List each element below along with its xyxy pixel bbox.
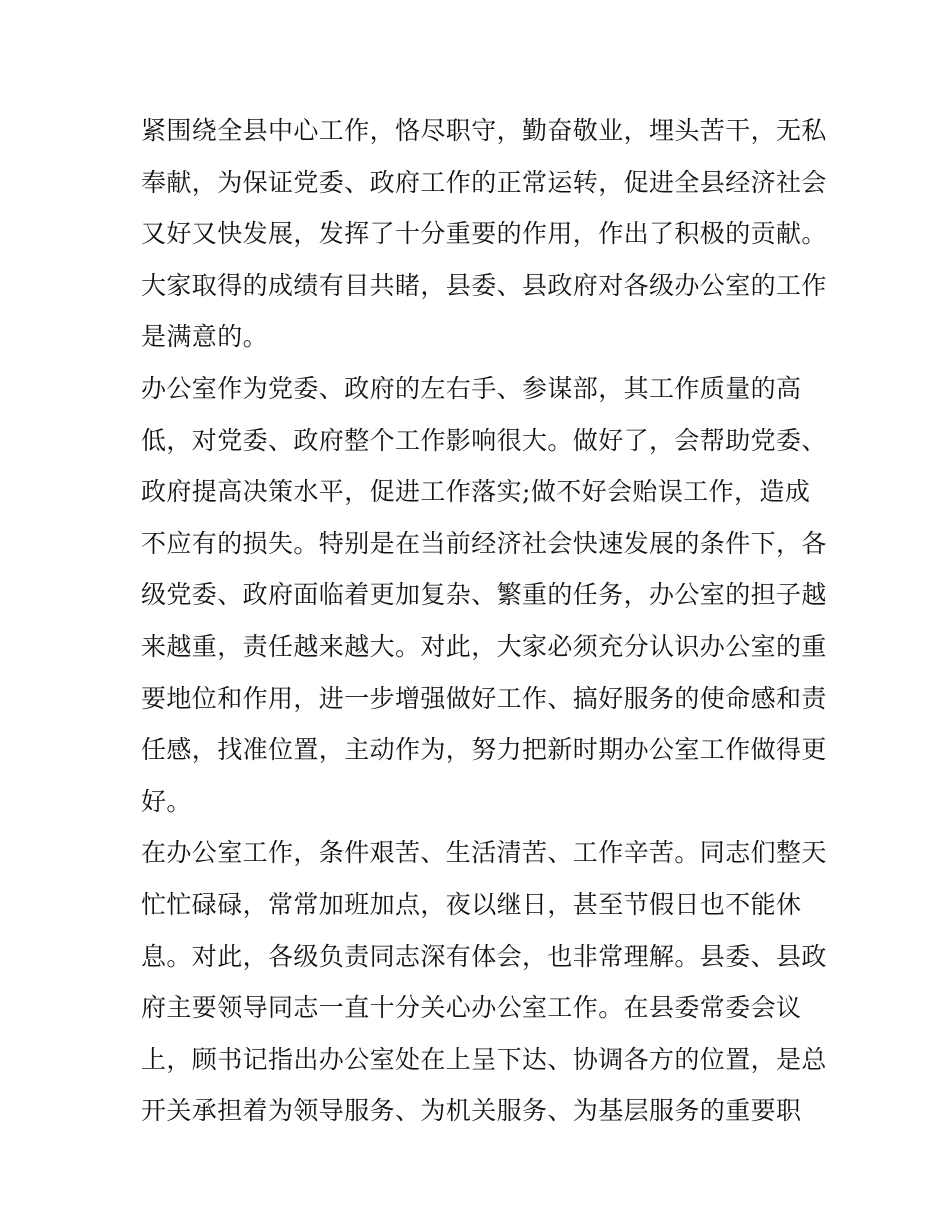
text-line: 府主要领导同志一直十分关心办公室工作。在县委常委会议	[141, 993, 802, 1023]
text-line: 大家取得的成绩有目共睹，县委、县政府对各级办公室的工作	[141, 270, 827, 300]
text-line: 在办公室工作，条件艰苦、生活清苦、工作辛苦。同志们整天	[141, 838, 827, 868]
text-line: 政府提高决策水平，促进工作落实;做不好会贻误工作，造成	[141, 477, 811, 507]
text-line: 息。对此，各级负责同志深有体会，也非常理解。县委、县政	[141, 941, 827, 971]
text-line: 低，对党委、政府整个工作影响很大。做好了，会帮助党委、	[141, 425, 827, 455]
text-line: 级党委、政府面临着更加复杂、繁重的任务，办公室的担子越	[141, 580, 827, 610]
text-line: 来越重，责任越来越大。对此，大家必须充分认识办公室的重	[141, 631, 827, 661]
text-line: 是满意的。	[141, 322, 269, 352]
text-line: 忙忙碌碌，常常加班加点，夜以继日，甚至节假日也不能休	[141, 889, 802, 919]
text-line: 办公室作为党委、政府的左右手、参谋部，其工作质量的高	[141, 373, 802, 403]
text-line: 奉献，为保证党委、政府工作的正常运转，促进全县经济社会	[141, 167, 827, 197]
text-line: 紧围绕全县中心工作，恪尽职守，勤奋敬业，埋头苦干，无私	[141, 116, 827, 145]
text-line: 开关承担着为领导服务、为机关服务、为基层服务的重要职	[141, 1096, 802, 1126]
text-line: 上，顾书记指出办公室处在上呈下达、协调各方的位置，是总	[141, 1044, 827, 1074]
text-line: 又好又快发展，发挥了十分重要的作用，作出了积极的贡献。	[141, 219, 827, 249]
text-line: 任感，找准位置，主动作为，努力把新时期办公室工作做得更	[141, 735, 827, 765]
text-line: 不应有的损失。特别是在当前经济社会快速发展的条件下，各	[141, 528, 827, 558]
text-line: 好。	[141, 786, 192, 816]
document-body	[141, 105, 827, 1137]
text-line: 要地位和作用，进一步增强做好工作、搞好服务的使命感和责	[141, 683, 827, 713]
